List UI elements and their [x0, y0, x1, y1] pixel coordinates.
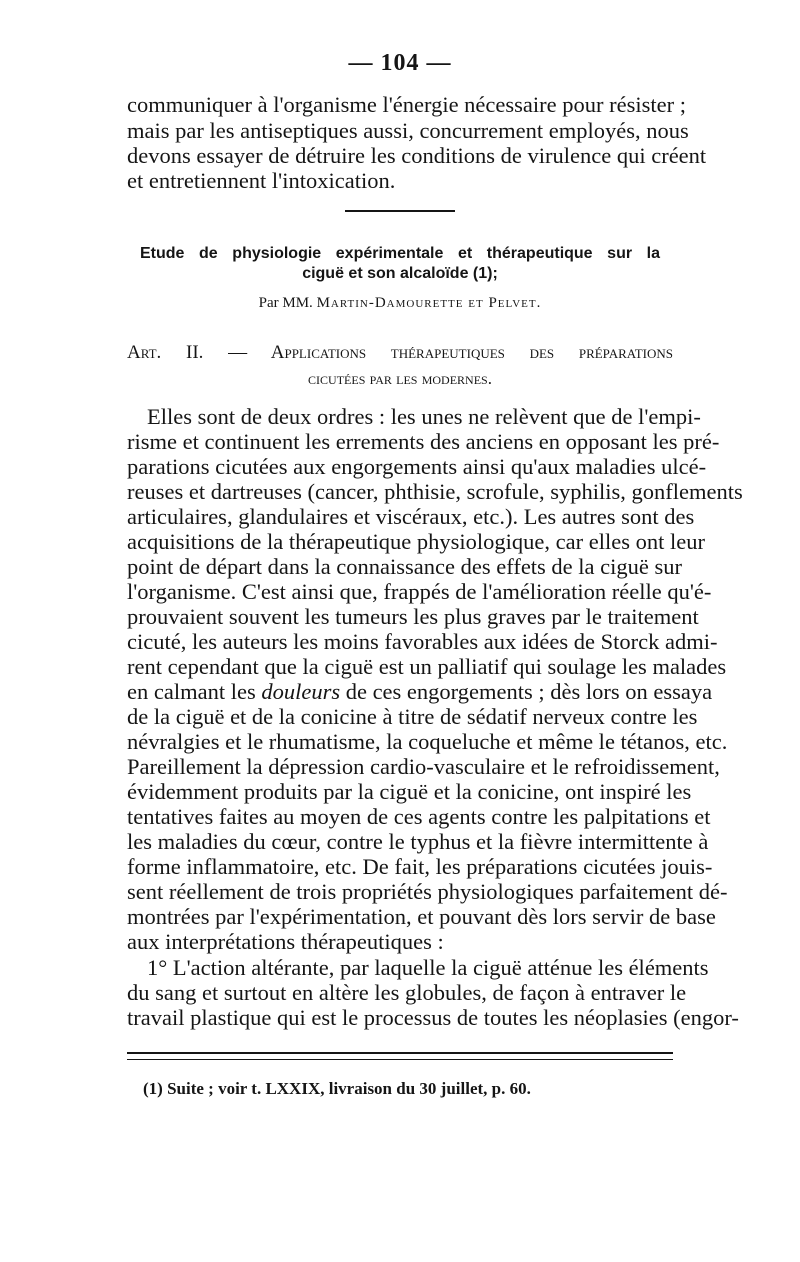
text-line: névralgies et le rhumatisme, la coqueluche et même le tétanos, etc.: [127, 729, 728, 754]
text-line: et entretiennent l'intoxication.: [127, 168, 396, 193]
text-line: communiquer à l'organisme l'énergie nécessaire pour résister ;: [127, 92, 686, 117]
emphasis-douleurs: douleurs: [261, 679, 341, 704]
text-line: acquisitions de la thérapeutique physiologique, car elles ont leur: [127, 529, 705, 554]
footnote-rule-thin: [127, 1059, 673, 1060]
text-fragment: de ces engorgements ; dès lors on essaya: [345, 679, 713, 704]
text-line: sent réellement de trois propriétés physiologiques parfaitement dé-: [127, 879, 728, 904]
section-heading-text: — Applications thérapeutiques des préparations: [228, 342, 674, 363]
text-line: point de départ dans la connaissance des effets de la ciguë sur: [127, 554, 683, 579]
text-line: prouvaient souvent les tumeurs les plus graves par le traitement: [127, 604, 699, 629]
text-line: risme et continuent les errements des anciens en opposant les pré-: [127, 429, 720, 454]
text-fragment: en calmant les: [127, 679, 256, 704]
article-authors: [0, 293, 800, 313]
text-line: du sang et surtout en altère les globules, de façon à entraver le: [127, 980, 687, 1005]
text-line: forme inflammatoire, etc. De fait, les préparations cicutées jouis-: [127, 854, 713, 879]
section-label: Art. II.: [127, 342, 204, 363]
authors-names: Martin-Damourette et Pelvet.: [316, 295, 542, 311]
text-line: articulaires, glandulaires et viscéraux, etc.). Les autres sont des: [127, 504, 695, 529]
text-line: parations cicutées aux engorgements ainsi qu'aux maladies ulcé-: [127, 454, 707, 479]
page-number: — 104 —: [348, 50, 452, 76]
text-line: Pareillement la dépression cardio-vasculaire et le refroidissement,: [127, 754, 720, 779]
article-title-line-1: Etude de physiologie expérimentale et thérapeutique sur la: [140, 245, 660, 262]
text-line: mais par les antiseptiques aussi, concurrement employés, nous: [127, 118, 689, 143]
footnote-rule: [127, 1052, 673, 1054]
text-line: cicuté, les auteurs les moins favorables aux idées de Storck admi-: [127, 629, 718, 654]
article-title-line-2: ciguë et son alcaloïde (1);: [302, 265, 498, 282]
text-line: évidemment produits par la ciguë et la conicine, ont inspiré les: [127, 779, 692, 804]
text-line: tentatives faites au moyen de ces agents contre les palpitations et: [127, 804, 711, 829]
text-line: montrées par l'expérimentation, et pouvant dès lors servir de base: [127, 904, 716, 929]
footnote: (1) Suite ; voir t. LXXIX, livraison du 30 juillet, p. 60.: [143, 1079, 531, 1098]
text-line: Elles sont de deux ordres : les unes ne relèvent que de l'empi-: [147, 404, 701, 429]
text-line: de la ciguë et de la conicine à titre de sédatif nerveux contre les: [127, 704, 698, 729]
section-heading-line-1: [127, 340, 673, 366]
text-line: [127, 679, 713, 704]
section-divider: [345, 210, 455, 212]
authors-prefix: Par MM.: [258, 295, 313, 311]
text-line: l'organisme. C'est ainsi que, frappés de l'amélioration réelle qu'é-: [127, 579, 712, 604]
text-line: reuses et dartreuses (cancer, phthisie, scrofule, syphilis, gonflements: [127, 479, 743, 504]
text-line: rent cependant que la ciguë est un palliatif qui soulage les malades: [127, 654, 727, 679]
text-line: 1° L'action altérante, par laquelle la ciguë atténue les éléments: [147, 955, 709, 980]
text-line: les maladies du cœur, contre le typhus et la fièvre intermittente à: [127, 829, 709, 854]
text-line: travail plastique qui est le processus de toutes les néoplasies (engor-: [127, 1005, 739, 1030]
section-heading-line-2: cicutées par les modernes.: [308, 369, 492, 388]
text-line: devons essayer de détruire les conditions de virulence qui créent: [127, 143, 707, 168]
text-line: aux interprétations thérapeutiques :: [127, 929, 444, 954]
